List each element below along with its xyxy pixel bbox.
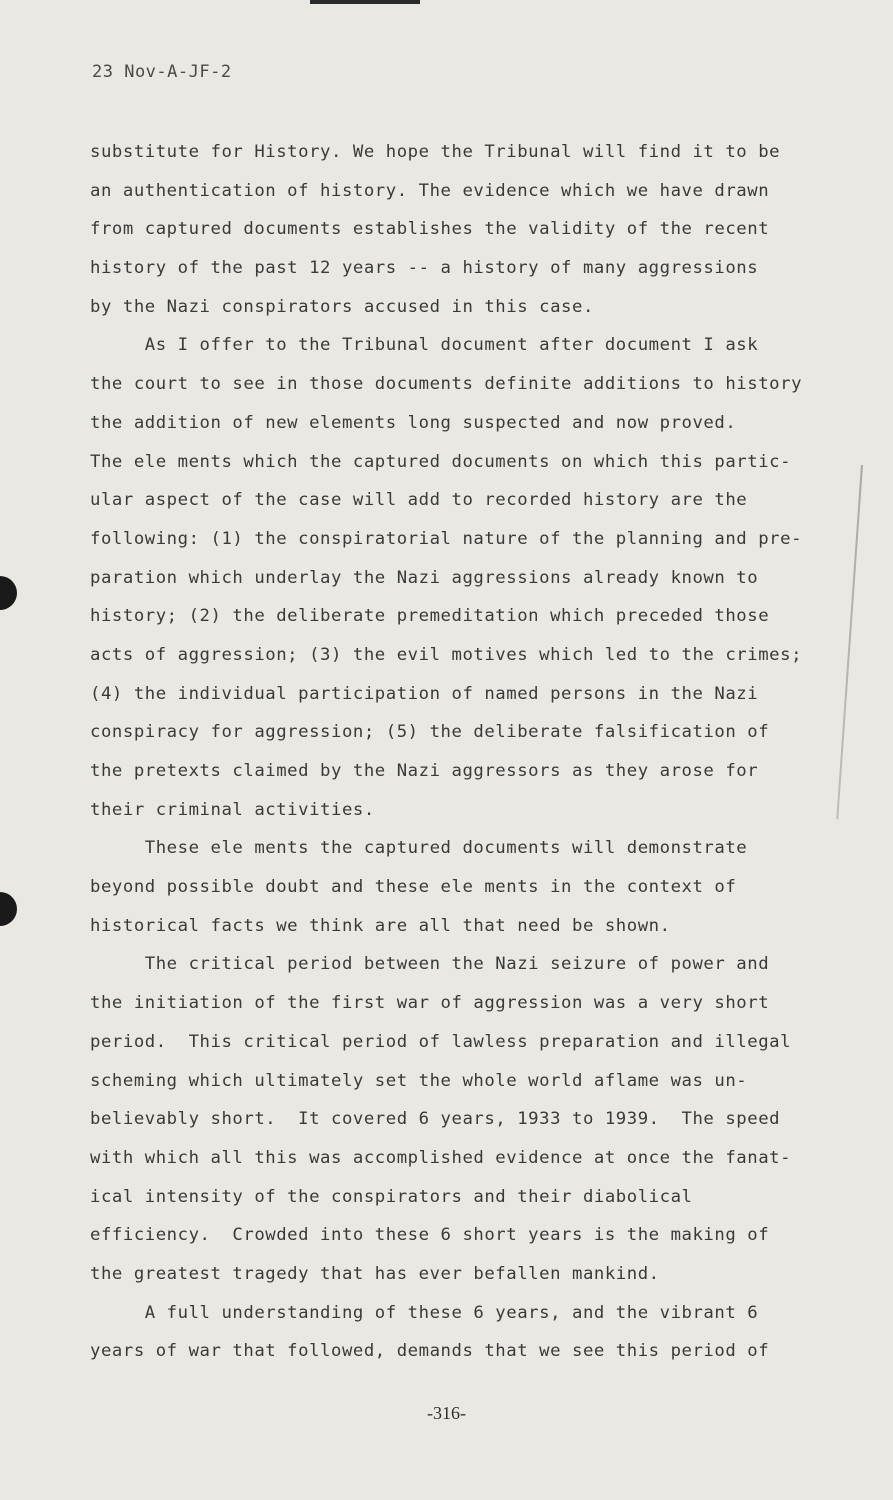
text-line: period. This critical period of lawless preparation and illegal — [90, 1031, 792, 1052]
text-line: history of the past 12 years -- a history of many aggressions — [90, 258, 759, 279]
text-line: substitute for History. We hope the Tribunal will find it to be — [90, 142, 781, 162]
transcript-body — [90, 133, 860, 1371]
text-line: the addition of new elements long suspected and now proved. — [90, 412, 737, 433]
text-line: the initiation of the first war of aggression was a very short — [90, 993, 770, 1014]
text-line: their criminal activities. — [90, 799, 375, 820]
text-line: paration which underlay the Nazi aggressions already known to — [90, 567, 759, 588]
text-line: The critical period between the Nazi seizure of power and — [90, 954, 770, 975]
text-line: beyond possible doubt and these ele ments in the context of — [90, 877, 737, 898]
text-line: history; (2) the deliberate premeditation which preceded those — [90, 606, 770, 627]
text-line: by the Nazi conspirators accused in this case. — [90, 296, 594, 317]
text-line: believably short. It covered 6 years, 1933 to 1939. The speed — [90, 1109, 781, 1130]
text-line: the greatest tragedy that has ever befallen mankind. — [90, 1263, 660, 1284]
text-line: efficiency. Crowded into these 6 short years is the making of — [90, 1225, 770, 1246]
punch-hole — [0, 576, 17, 610]
text-line: the court to see in those documents definite additions to history — [90, 374, 803, 395]
text-line: ical intensity of the conspirators and their diabolical — [90, 1186, 693, 1207]
text-line: A full understanding of these 6 years, and the vibrant 6 — [90, 1302, 759, 1323]
text-line: These ele ments the captured documents will demonstrate — [90, 838, 748, 859]
top-edge-mark — [310, 0, 420, 4]
text-line: ular aspect of the case will add to recorded history are the — [90, 490, 748, 511]
document-reference: 23 Nov-A-JF-2 — [92, 62, 232, 82]
page-number: -316- — [427, 1403, 466, 1423]
text-line: following: (1) the conspiratorial nature of the planning and pre- — [90, 528, 803, 549]
text-line: historical facts we think are all that need be shown. — [90, 915, 671, 936]
text-line: acts of aggression; (3) the evil motives which led to the crimes; — [90, 644, 803, 665]
text-line: with which all this was accomplished evidence at once the fanat- — [90, 1147, 792, 1168]
text-line: The ele ments which the captured documents on which this partic- — [90, 451, 792, 472]
text-line: conspiracy for aggression; (5) the deliberate falsification of — [90, 722, 770, 743]
text-line: As I offer to the Tribunal document after document I ask — [90, 335, 759, 356]
text-line: scheming which ultimately set the whole world aflame was un- — [90, 1070, 748, 1091]
text-line: the pretexts claimed by the Nazi aggressors as they arose for — [90, 761, 759, 781]
text-line: years of war that followed, demands that we see this period of — [90, 1341, 770, 1362]
text-line: an authentication of history. The evidence which we have drawn — [90, 180, 770, 201]
punch-hole — [0, 892, 17, 926]
text-line: (4) the individual participation of named persons in the Nazi — [90, 683, 759, 704]
text-line: from captured documents establishes the validity of the recent — [90, 219, 770, 240]
